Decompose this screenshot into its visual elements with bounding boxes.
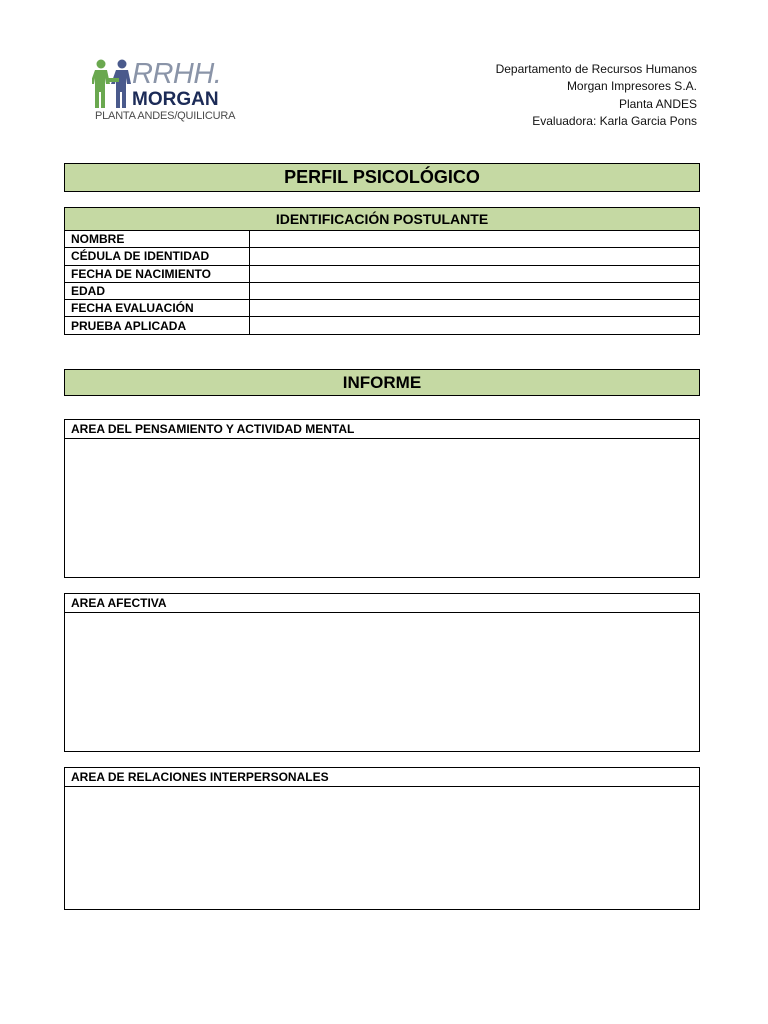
- table-row: [65, 317, 700, 334]
- field-label: FECHA DE NACIMIENTO: [65, 265, 250, 282]
- company-logo: [92, 58, 236, 128]
- section-title: AREA DEL PENSAMIENTO Y ACTIVIDAD MENTAL: [65, 420, 699, 439]
- people-icon: [92, 58, 136, 114]
- prueba-aplicada-field[interactable]: [250, 317, 700, 334]
- table-row: [65, 282, 700, 299]
- plant-line: Planta ANDES: [618, 96, 697, 111]
- identification-heading: IDENTIFICACIÓN POSTULANTE: [64, 207, 700, 231]
- edad-field[interactable]: [250, 282, 700, 299]
- section-relaciones: [64, 767, 700, 910]
- section-pensamiento: [64, 419, 700, 578]
- department-line: Departamento de Recursos Humanos: [495, 62, 697, 76]
- table-row: [65, 300, 700, 317]
- fecha-evaluacion-field[interactable]: [250, 300, 700, 317]
- page-title: PERFIL PSICOLÓGICO: [64, 163, 700, 192]
- header-info: [496, 61, 697, 130]
- identification-table: [64, 207, 700, 335]
- logo-brand-text: MORGAN: [132, 89, 219, 110]
- fecha-nacimiento-field[interactable]: [250, 265, 700, 282]
- company-line: Morgan Impresores S.A.: [566, 79, 697, 94]
- section-afectiva: [64, 593, 700, 752]
- logo-rrhh-text: RRHH.: [132, 58, 222, 90]
- logo-subtitle: PLANTA ANDES/QUILICURA: [95, 110, 236, 122]
- field-label: NOMBRE: [65, 231, 250, 248]
- informe-heading: INFORME: [64, 369, 700, 396]
- table-row: [65, 248, 700, 265]
- field-label: CÉDULA DE IDENTIDAD: [65, 248, 250, 265]
- evaluator-line: Evaluadora: Karla Garcia Pons: [532, 113, 697, 128]
- table-row: [65, 231, 700, 248]
- field-label: FECHA EVALUACIÓN: [65, 300, 250, 317]
- field-label: EDAD: [65, 282, 250, 299]
- nombre-field[interactable]: [250, 231, 700, 248]
- cedula-field[interactable]: [250, 248, 700, 265]
- table-row: [65, 265, 700, 282]
- section-title: AREA AFECTIVA: [65, 594, 699, 613]
- field-label: PRUEBA APLICADA: [65, 317, 250, 334]
- section-title: AREA DE RELACIONES INTERPERSONALES: [65, 768, 699, 787]
